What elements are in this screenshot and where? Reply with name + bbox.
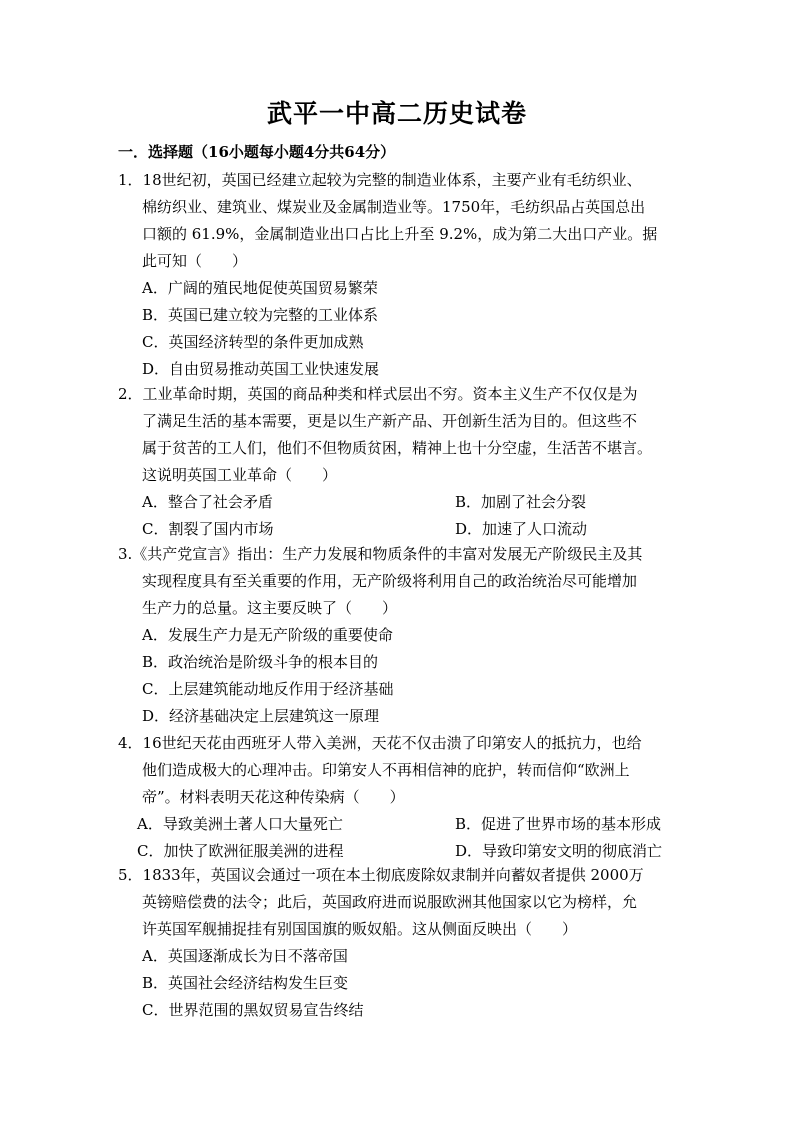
question-4-line-1: 4．16世纪天花由西班牙人带入美洲，天花不仅击溃了印第安人的抵抗力，也给 (118, 734, 642, 752)
question-1-option-b: B．英国已建立较为完整的工业体系 (142, 306, 379, 324)
question-4-option-d: D．导致印第安文明的彻底消亡 (455, 842, 663, 860)
question-2-option-c: C．割裂了国内市场 (142, 520, 274, 538)
question-1-option-d: D．自由贸易推动英国工业快速发展 (142, 360, 380, 378)
question-2-option-a: A．整合了社会矛盾 (142, 493, 273, 511)
question-5-option-c: C．世界范围的黑奴贸易宣告终结 (142, 1001, 364, 1019)
question-4-option-a: A．导致美洲土著人口大量死亡 (137, 815, 343, 833)
section-heading: 一．选择题（16小题每小题4分共64分） (118, 143, 396, 161)
question-4-line-3: 帝”。材料表明天花这种传染病（ ） (142, 788, 405, 806)
question-3-option-a: A．发展生产力是无产阶级的重要使命 (142, 626, 393, 644)
question-5-line-1: 5．1833年，英国议会通过一项在本土彻底废除奴隶制并向蓄奴者提供 2000万 (118, 866, 644, 884)
question-3-line-3: 生产力的总量。这主要反映了（ ） (142, 599, 398, 617)
question-2-line-2: 了满足生活的基本需要，更是以生产新产品、开创新生活为目的。但这些不 (142, 412, 638, 430)
question-5-option-b: B．英国社会经济结构发生巨变 (142, 974, 349, 992)
question-1-line-2: 棉纺织业、建筑业、煤炭业及金属制造业等。1750年，毛纺织品占英国总出 (142, 198, 646, 216)
question-4-line-2: 他们造成极大的心理冲击。印第安人不再相信神的庇护，转而信仰“欧洲上 (142, 761, 630, 779)
question-4-option-c: C．加快了欧洲征服美洲的进程 (137, 842, 344, 860)
question-3-line-1: 3.《共产党宣言》指出：生产力发展和物质条件的丰富对发展无产阶级民主及其 (118, 545, 643, 563)
question-2-option-b: B．加剧了社会分裂 (455, 493, 587, 511)
exam-title: 武平一中高二历史试卷 (266, 99, 527, 128)
question-5-option-a: A．英国逐渐成长为日不落帝国 (142, 947, 348, 965)
question-1-option-a: A．广阔的殖民地促使英国贸易繁荣 (142, 279, 378, 297)
question-2-line-4: 这说明英国工业革命（ ） (142, 466, 338, 484)
question-1-line-3: 口额的 61.9%，金属制造业出口占比上升至 9.2%，成为第二大出口产业。据 (142, 225, 658, 243)
question-5-line-3: 许英国军舰捕捉挂有别国国旗的贩奴船。这从侧面反映出（ ） (142, 920, 578, 938)
question-3-option-d: D．经济基础决定上层建筑这一原理 (142, 707, 380, 725)
question-2-option-d: D．加速了人口流动 (455, 520, 588, 538)
question-3-option-c: C．上层建筑能动地反作用于经济基础 (142, 680, 394, 698)
question-1-line-1: 1．18世纪初，英国已经建立起较为完整的制造业体系，主要产业有毛纺织业、 (118, 171, 642, 189)
question-1-option-c: C．英国经济转型的条件更加成熟 (142, 333, 364, 351)
question-3-option-b: B．政治统治是阶级斗争的根本目的 (142, 653, 379, 671)
question-4-option-b: B．促进了世界市场的基本形成 (455, 815, 662, 833)
question-3-line-2: 实现程度具有至关重要的作用，无产阶级将利用自己的政治统治尽可能增加 (142, 572, 638, 590)
question-1-line-4: 此可知（ ） (142, 252, 248, 270)
question-2-line-3: 属于贫苦的工人们，他们不但物质贫困，精神上也十分空虚，生活苦不堪言。 (142, 439, 653, 457)
question-5-line-2: 英镑赔偿费的法令；此后，英国政府进而说服欧洲其他国家以它为榜样，允 (142, 893, 638, 911)
question-2-line-1: 2．工业革命时期，英国的商品种类和样式层出不穷。资本主义生产不仅仅是为 (118, 385, 638, 403)
